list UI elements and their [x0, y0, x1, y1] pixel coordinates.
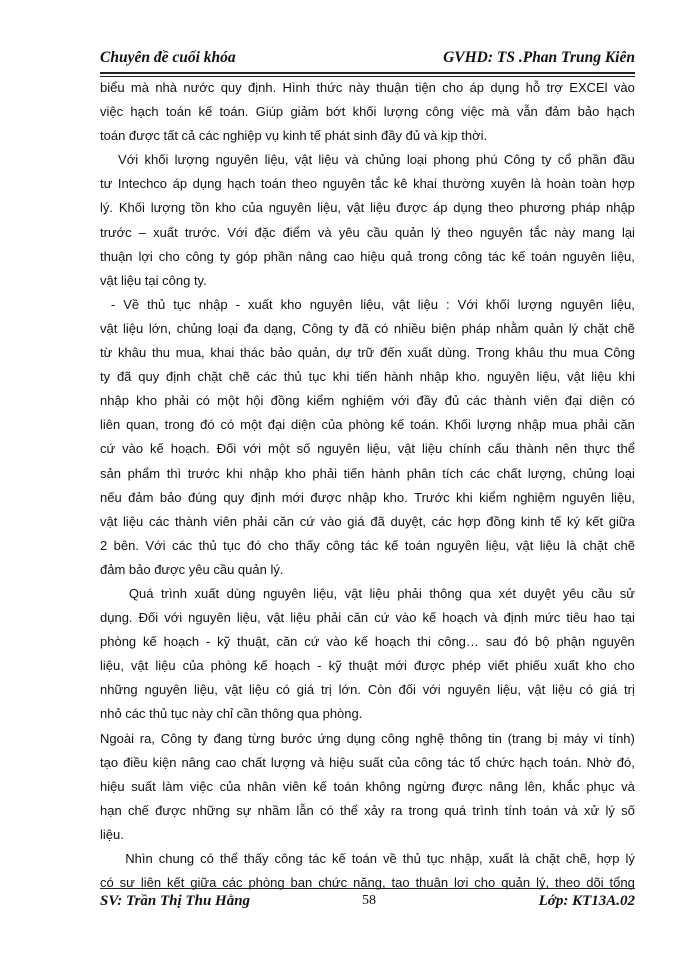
text-line: Quá trình xuất dùng nguyên liệu, vật liệu phải thông qua xét duyệt yêu cầu sử: [100, 585, 635, 601]
text-line: nếu đảm bảo đúng quy định mới được nhập kho. Trước khi kiểm nghiệm nguyên liệu,: [100, 489, 635, 505]
header-advisor: GVHD: TS .Phan Trung Kiên: [443, 49, 635, 66]
text-line: có sự liên kết giữa các phòng ban chức năng, tạo thuận lợi cho quản lý, theo dõi tổng: [100, 875, 635, 891]
page-footer: [100, 893, 635, 915]
text-line: vật liệu các thành viên phải căn cứ vào giá đã duyệt, các hợp đồng kinh tế ký kết giữa: [100, 513, 635, 529]
text-line: liệu, vật liệu của phòng kế hoạch - kỹ thuật mới được phép viết phiếu xuất kho cho: [100, 658, 635, 674]
text-line: vật liệu lớn, chủng loại đa dạng, Công ty đã có nhiều biện pháp nhằm quản lý chặt chẽ: [100, 320, 635, 336]
text-line: hạn chế được những sự nhầm lẫn có thể xảy ra trong quá trình tính toán và xử lý số: [100, 802, 635, 818]
text-line: nhỏ các thủ tục này chỉ cần thông qua phòng.: [100, 706, 363, 722]
text-line: 2 bên. Với các thủ tục đó cho thấy công tác kế toán nguyên liệu, vật liệu là chặt chẽ: [100, 537, 635, 553]
text-line: việc hạch toán kế toán. Giúp giảm bớt khối lượng công việc mà vẫn đảm bảo hạch: [100, 104, 635, 120]
text-line: cứ vào kế hoạch. Đối với một số nguyên liệu, vật liệu chính cấu thành nên thực thể: [100, 441, 635, 457]
text-line: từ khâu thu mua, khai thác bảo quản, dự trữ đến xuất dùng. Trong khâu thu mua Công: [100, 345, 635, 361]
page-number: 58: [362, 893, 376, 908]
text-line: dụng. Đối với nguyên liệu, vật liệu phải căn cứ vào kế hoạch và định mức tiêu hao tại: [100, 610, 635, 626]
text-line: tư Intechco áp dụng hạch toán theo nguyên tắc kê khai thường xuyên là hoàn toàn hợp: [100, 176, 635, 192]
footer-class: Lớp: KT13A.02: [538, 893, 635, 909]
text-line: Nhìn chung có thể thấy công tác kế toán về thủ tục nhập, xuất là chặt chẽ, hợp lý: [100, 851, 635, 866]
text-line: ty đã quy định chặt chẽ các thủ tục khi tiến hành nhập kho. nguyên liệu, vật liệu khi: [100, 369, 635, 385]
text-line: trước – xuất trước. Với đặc điểm và yêu cầu quản lý theo nguyên tắc này mang lại: [100, 224, 635, 240]
text-line: thuận lợi cho công ty góp phần nâng cao hiệu quả trong công tác kế toán nguyên liệu,: [100, 248, 635, 264]
text-line: tạo điều kiện nâng cao chất lượng và hiệu suất của công tác tổ chức hạch toán. Nhờ đó,: [100, 754, 635, 770]
text-line: nhập kho phải có một hội đồng kiểm nghiệm với đầy đủ các thành viên đại diện có: [100, 393, 635, 409]
text-line: phòng kế hoạch - kỹ thuật, căn cứ vào kế hoạch thi công… sau đó bộ phận nguyên: [100, 634, 635, 650]
text-line: vật liệu tại công ty.: [100, 272, 207, 288]
text-line: lý. Khối lượng tồn kho của nguyên liệu, vật liệu được áp dụng theo phương pháp nhập: [100, 200, 635, 216]
text-line: Ngoài ra, Công ty đang từng bước ứng dụng công nghệ thông tin (trang bị máy vi tính): [100, 730, 635, 746]
text-line: toán được tất cả các nghiệp vụ kinh tế phát sinh đầy đủ và kịp thời.: [100, 128, 488, 144]
footer-student: SV: Trần Thị Thu Hằng: [100, 893, 251, 909]
text-line: liên quan, trong đó có một đại diện của phòng kế toán. Khối lượng nhập mua phải căn: [100, 417, 635, 433]
text-line: hiệu suất làm việc của nhân viên kế toán không ngừng được nâng lên, khắc phục và: [100, 778, 635, 794]
page-header: [100, 49, 635, 71]
footer-rule: [100, 888, 635, 889]
text-line: Với khối lượng nguyên liệu, vật liệu và chủng loại phong phú Công ty cổ phần đầu: [100, 152, 635, 168]
text-line: liệu.: [100, 826, 124, 842]
text-line: những nguyên liệu, vật liệu có giá trị lớn. Còn đối với nguyên liệu, vật liệu có giá trị: [100, 682, 635, 698]
header-title: Chuyên đề cuối khóa: [100, 49, 236, 66]
body-text: [100, 76, 635, 895]
text-line: biểu mà nhà nước quy định. Hình thức này thuận tiện cho áp dụng hỗ trợ EXCEl vào: [100, 80, 635, 95]
text-line: đảm bảo được yêu cầu quản lý.: [100, 561, 284, 577]
text-line: sản phẩm thì trước khi nhập kho phải tiến hành phân tích các chất lượng, chủng loại: [100, 465, 635, 481]
text-line: - Về thủ tục nhập - xuất kho nguyên liệu, vật liệu : Với khối lượng nguyên liệu,: [100, 296, 635, 312]
